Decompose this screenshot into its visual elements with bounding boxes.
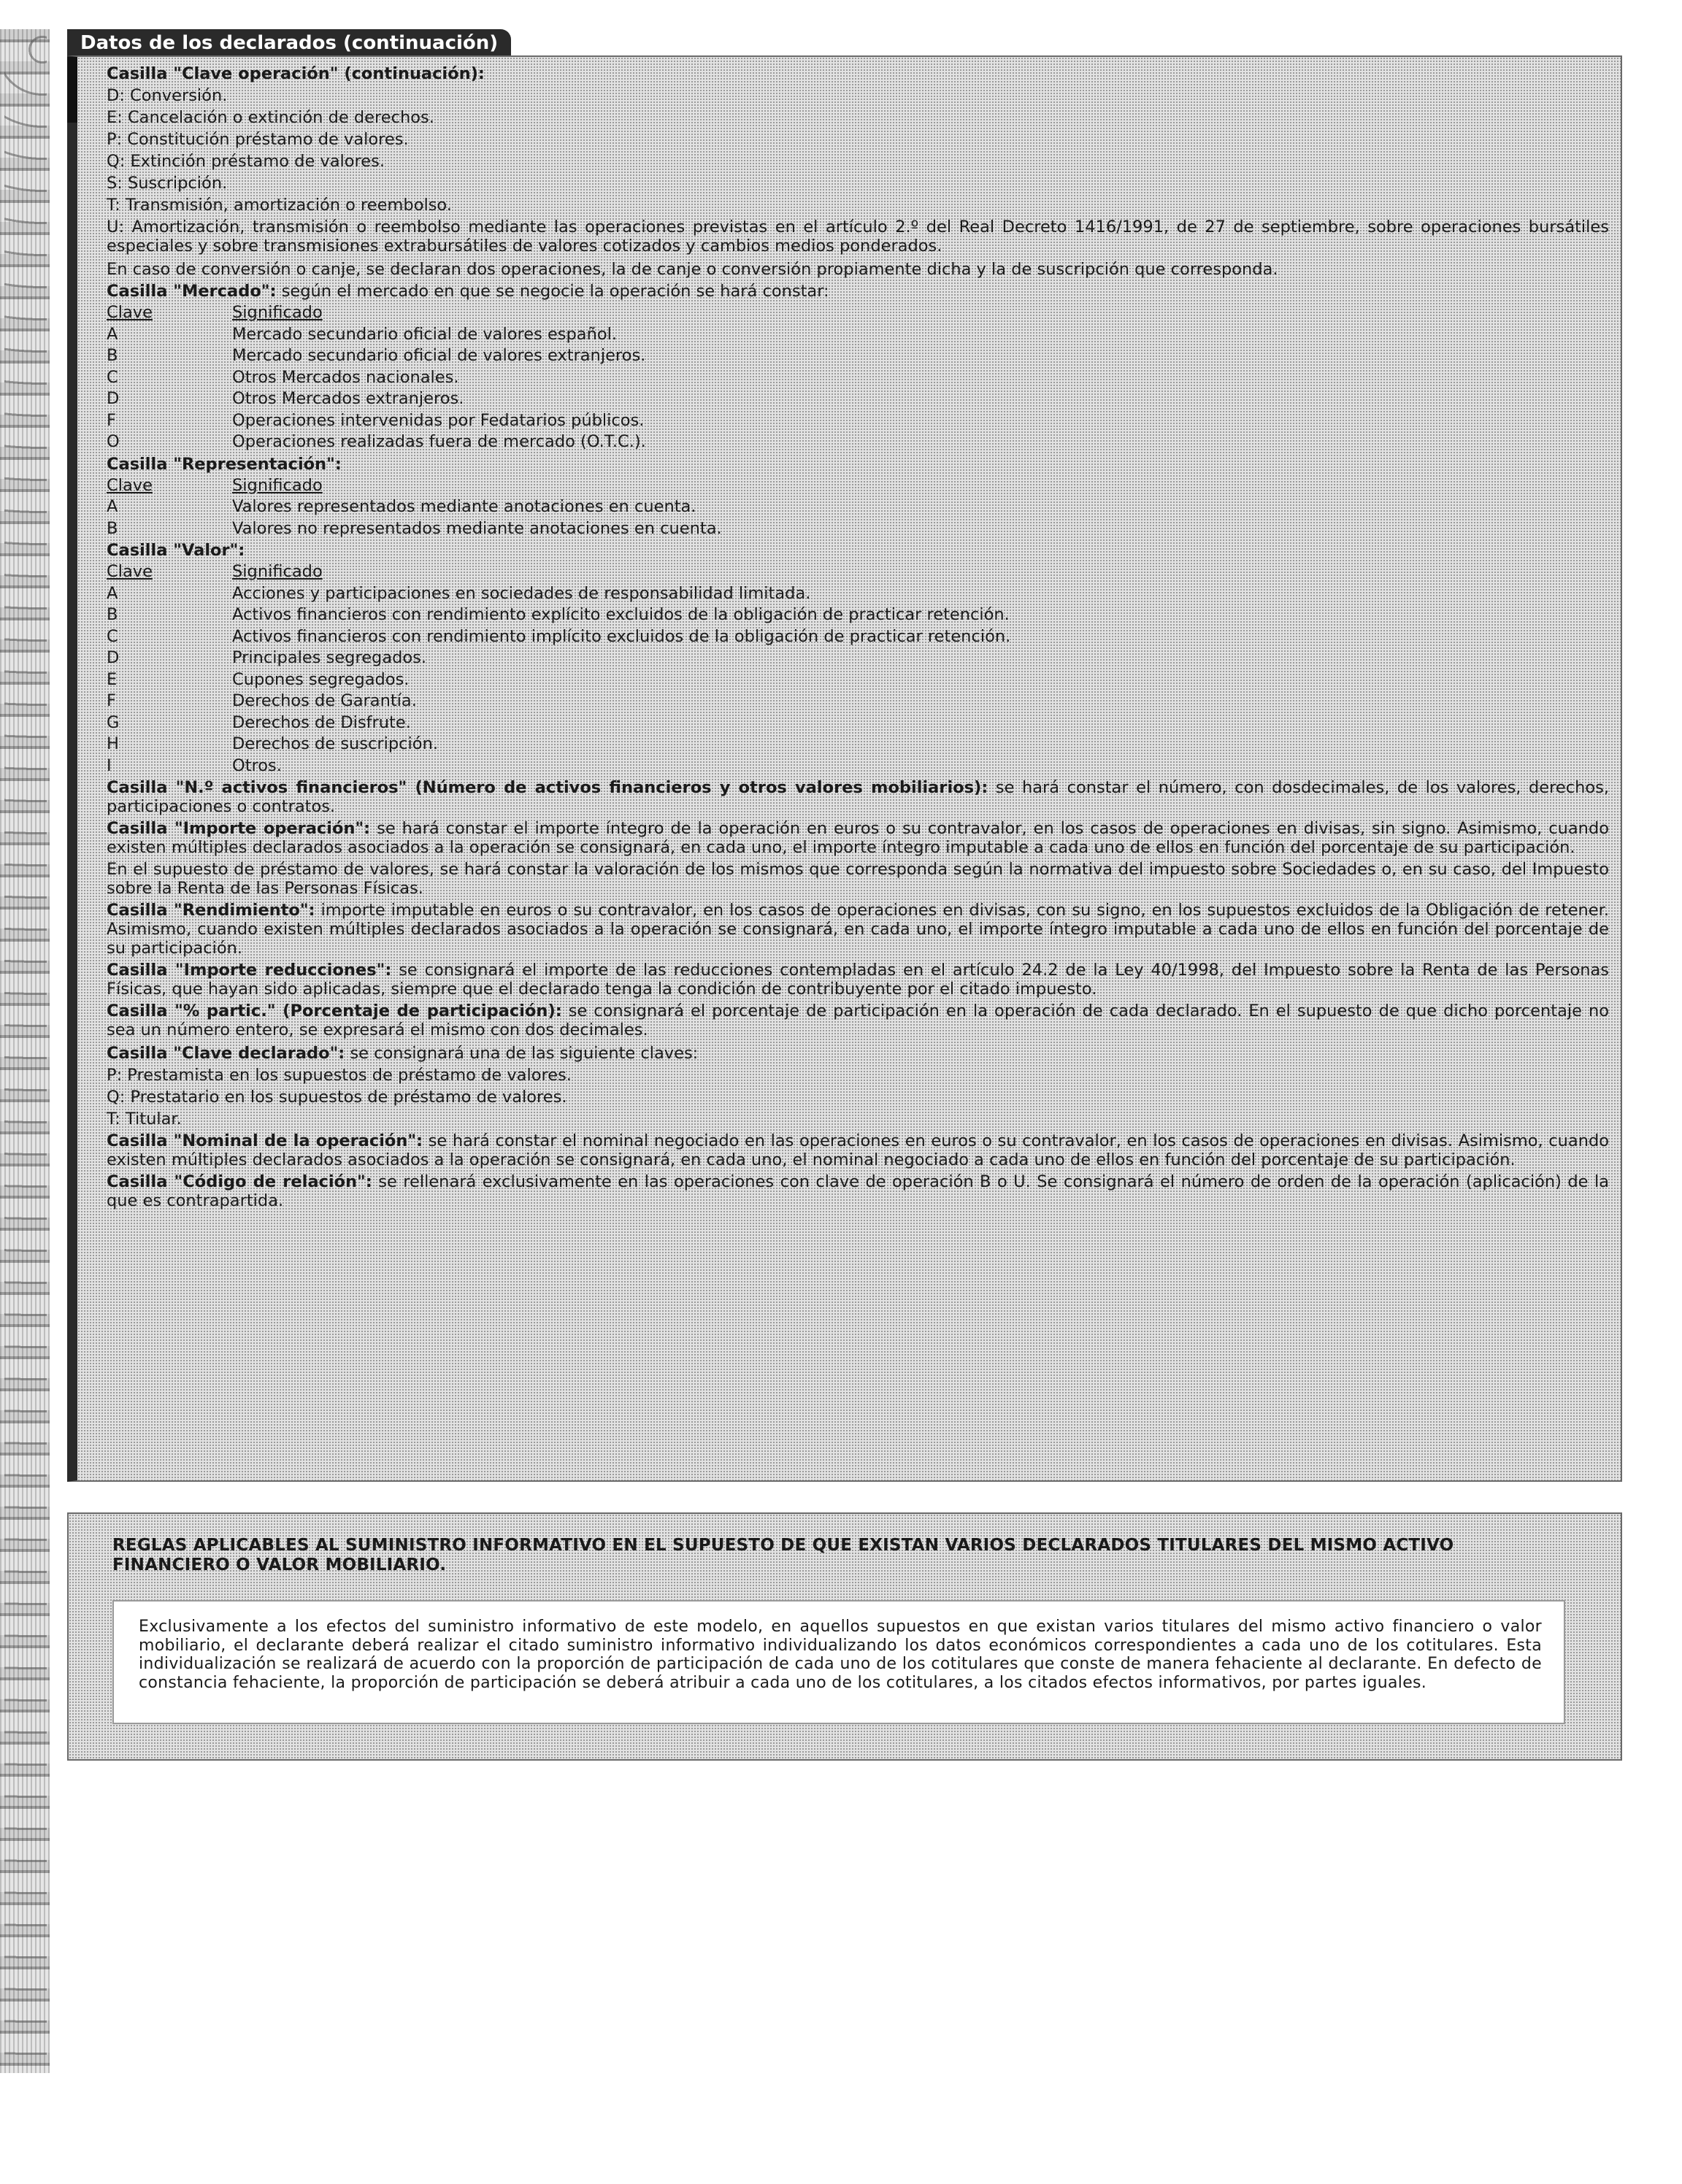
clave-declarado-item: T: Titular. [107,1110,182,1128]
rules-title: REGLAS APLICABLES AL SUMINISTRO INFORMATIVO EN EL SUPUESTO DE QUE EXISTAN VARIOS DECLARADOS TITULARES DEL MISMO ACTIVO FINANCIERO O VALOR MOBILIARIO. [112,1536,1454,1574]
row-key: D [107,389,120,408]
mercado-row [107,345,1609,367]
representacion-label: Casilla "Representación": [107,454,342,474]
clave-declarado-intro [107,1042,1609,1064]
row-value: Valores representados mediante anotaciones en cuenta. [232,497,696,516]
row-key: F [107,410,116,430]
representacion-row [107,518,1609,540]
valor-row [107,755,1609,777]
mercado-row [107,431,1609,453]
col-clave: Clave [107,303,153,322]
row-key: B [107,346,118,365]
valor-row [107,691,1609,712]
valor-label: Casilla "Valor": [107,541,245,560]
row-key: F [107,691,116,710]
row-value: Valores no representados mediante anotaciones en cuenta. [232,518,722,538]
rules-section [67,1512,1622,1761]
row-key: B [107,605,118,624]
mercado-intro [107,280,1609,302]
reducciones-paragraph [107,961,1609,999]
row-value: Mercado secundario oficial de valores español. [232,324,618,344]
mercado-row [107,388,1609,410]
valor-row [107,604,1609,626]
mercado-text: según el mercado en que se negocie la operación se hará constar: [276,282,829,301]
col-significado: Significado [232,303,323,322]
nominal-label: Casilla "Nominal de la operación": [107,1131,423,1150]
mercado-row [107,367,1609,389]
valor-row [107,647,1609,669]
col-significado: Significado [232,562,323,581]
rendimiento-paragraph [107,901,1609,958]
left-accent-bar [67,57,77,123]
clave-declarado-item: P: Prestamista en los supuestos de préstamo de valores. [107,1066,572,1085]
participacion-paragraph [107,1001,1609,1039]
participacion-label: Casilla "% partic." (Porcentaje de participación): [107,1001,562,1020]
importe-operacion-paragraph [107,819,1609,857]
mercado-row [107,410,1609,432]
col-significado: Significado [232,475,323,495]
row-value: Operaciones realizadas fuera de mercado (O.T.C.). [232,432,646,451]
row-key: A [107,497,118,516]
representacion-row [107,496,1609,518]
row-value: Otros. [232,755,282,775]
clave-declarado-item: Q: Prestatario en los supuestos de préstamo de valores. [107,1088,567,1107]
activos-paragraph [107,778,1609,816]
mercado-table-header [107,302,1609,324]
clave-declarado-label: Casilla "Clave declarado": [107,1044,345,1063]
row-value: Mercado secundario oficial de valores extranjeros. [232,346,646,365]
prestamo-note: En el supuesto de préstamo de valores, se hará constar la valoración de los mismos que corresponda según la normativa del impuesto sobre Sociedades o, en su caso, del Impuesto sobre la Renta de las Personas Físicas. [107,860,1609,898]
row-value: Otros Mercados nacionales. [232,367,459,387]
reducciones-text: se consignará el importe de las reducciones contempladas en el artículo 24.2 de la Ley 40/1998, del Impuesto sobre la Renta de las Personas Físicas, que hayan sido aplicadas, siempre que el declarado tenga la condición de contribuyente por el citado impuesto. [107,961,1609,999]
valor-row [107,712,1609,734]
row-value: Operaciones intervenidas por Fedatarios públicos. [232,410,645,430]
nominal-text: se hará constar el nominal negociado en las operaciones en euros o su contravalor, en los casos de operaciones en divisas. Asimismo, cuando existen múltiples declarados asociados a la operación se consignará, en cada uno, el nominal negociado a cada uno de ellos en función del porcentaje de su participación. [107,1131,1610,1169]
row-key: C [107,626,118,646]
nominal-paragraph [107,1131,1609,1169]
binding-rings [4,34,47,2070]
declarados-section [67,55,1622,1482]
clave-operacion-item: P: Constitución préstamo de valores. [107,130,409,149]
clave-operacion-item: E: Cancelación o extinción de derechos. [107,108,434,127]
rendimiento-label: Casilla "Rendimiento": [107,901,315,920]
row-value: Acciones y participaciones en sociedades de responsabilidad limitada. [232,583,811,603]
mercado-row [107,324,1609,346]
clave-operacion-item: T: Transmisión, amortización o reembolso. [107,196,452,215]
valor-row [107,669,1609,691]
row-key: A [107,324,118,344]
col-clave: Clave [107,475,153,495]
row-key: G [107,712,120,732]
activos-text: se hará constar el número, con dosdecimales, de los valores, derechos, participaciones o contratos. [107,778,1609,816]
clave-declarado-text: se consignará una de las siguiente claves: [345,1044,699,1063]
row-key: I [107,755,112,775]
row-key: B [107,518,118,538]
clave-operacion-item-u: U: Amortización, transmisión o reembolso mediante las operaciones previstas en el artículo 2.º del Real Decreto 1416/1991, de 27 de septiembre, sobre operaciones bursátiles especiales y sobre transmisiones extrabursátiles de valores cotizados y cambios medios ponderados. [107,218,1609,255]
row-value: Derechos de Disfrute. [232,712,411,732]
row-key: O [107,432,120,451]
row-value: Activos financieros con rendimiento implícito excluidos de la obligación de practicar retención. [232,626,1011,646]
valor-table-header [107,561,1609,583]
clave-operacion-heading: Casilla "Clave operación" (continuación): [107,64,485,83]
importe-operacion-label: Casilla "Importe operación": [107,819,371,838]
row-value: Activos financieros con rendimiento explícito excluidos de la obligación de practicar retención. [232,605,1010,624]
rendimiento-text: importe imputable en euros o su contravalor, en los casos de operaciones en divisas, con su signo, en los supuestos excluidos de la Obligación de retener. Asimismo, cuando existen múltiples declarados asociados a la operación se consignará, en cada uno, el importe íntegro imputable a cada uno de ellos en función del porcentaje de su participación. [107,901,1609,958]
valor-row [107,626,1609,648]
row-key: C [107,367,118,387]
row-value: Otros Mercados extranjeros. [232,389,464,408]
row-key: E [107,669,118,689]
clave-operacion-item: Q: Extinción préstamo de valores. [107,152,385,171]
codigo-relacion-label: Casilla "Código de relación": [107,1172,372,1191]
row-value: Principales segregados. [232,648,427,667]
rules-body: Exclusivamente a los efectos del suministro informativo de este modelo, en aquellos supuestos en que existan varios titulares del mismo activo financiero o valor mobiliario, el declarante deberá realizar el citado suministro informativo individualizando los datos económicos correspondientes a cada uno de los cotitulares. Esta individualización se realizará de acuerdo con la proporción de participación de cada uno de los cotitulares que conste de manera fehaciente al declarante. En defecto de constancia fehaciente, la proporción de participación se deberá atribuir a cada uno de los cotitulares, a los citados efectos informativos, por partes iguales. [139,1618,1542,1692]
row-value: Derechos de Garantía. [232,691,417,710]
valor-row [107,734,1609,755]
row-value: Derechos de suscripción. [232,734,438,753]
codigo-relacion-text: se rellenará exclusivamente en las operaciones con clave de operación B o U. Se consignará el número de orden de la operación (aplicación) de la que es contrapartida. [107,1172,1609,1210]
rules-box [112,1600,1565,1724]
activos-label: Casilla "N.º activos financieros" (Número de activos financieros y otros valores mobiliarios): [107,778,988,797]
col-clave: Clave [107,562,153,581]
row-key: A [107,583,118,603]
valor-row [107,583,1609,605]
row-value: Cupones segregados. [232,669,410,689]
clave-operacion-item: S: Suscripción. [107,174,228,193]
representacion-table-header [107,475,1609,497]
conversion-note: En caso de conversión o canje, se declaran dos operaciones, la de canje o conversión propiamente dicha y la de suscripción que corresponda. [107,260,1278,279]
participacion-text: se consignará el porcentaje de participación en la operación de cada declarado. En el supuesto de que dicho porcentaje no sea un número entero, se expresará el mismo con dos decimales. [107,1001,1609,1039]
clave-operacion-item: D: Conversión. [107,86,228,105]
codigo-relacion-paragraph [107,1172,1609,1210]
mercado-label: Casilla "Mercado": [107,282,277,301]
row-key: H [107,734,119,753]
row-key: D [107,648,120,667]
section-title: Datos de los declarados (continuación) [67,29,511,57]
importe-operacion-text: se hará constar el importe íntegro de la operación en euros o su contravalor, en los casos de operaciones en divisas, sin signo. Asimismo, cuando existen múltiples declarados asociados a la operación se consignará, en cada uno, el importe íntegro imputable a cada uno de ellos en función del porcentaje de su participación. [107,819,1609,857]
reducciones-label: Casilla "Importe reducciones": [107,961,392,980]
